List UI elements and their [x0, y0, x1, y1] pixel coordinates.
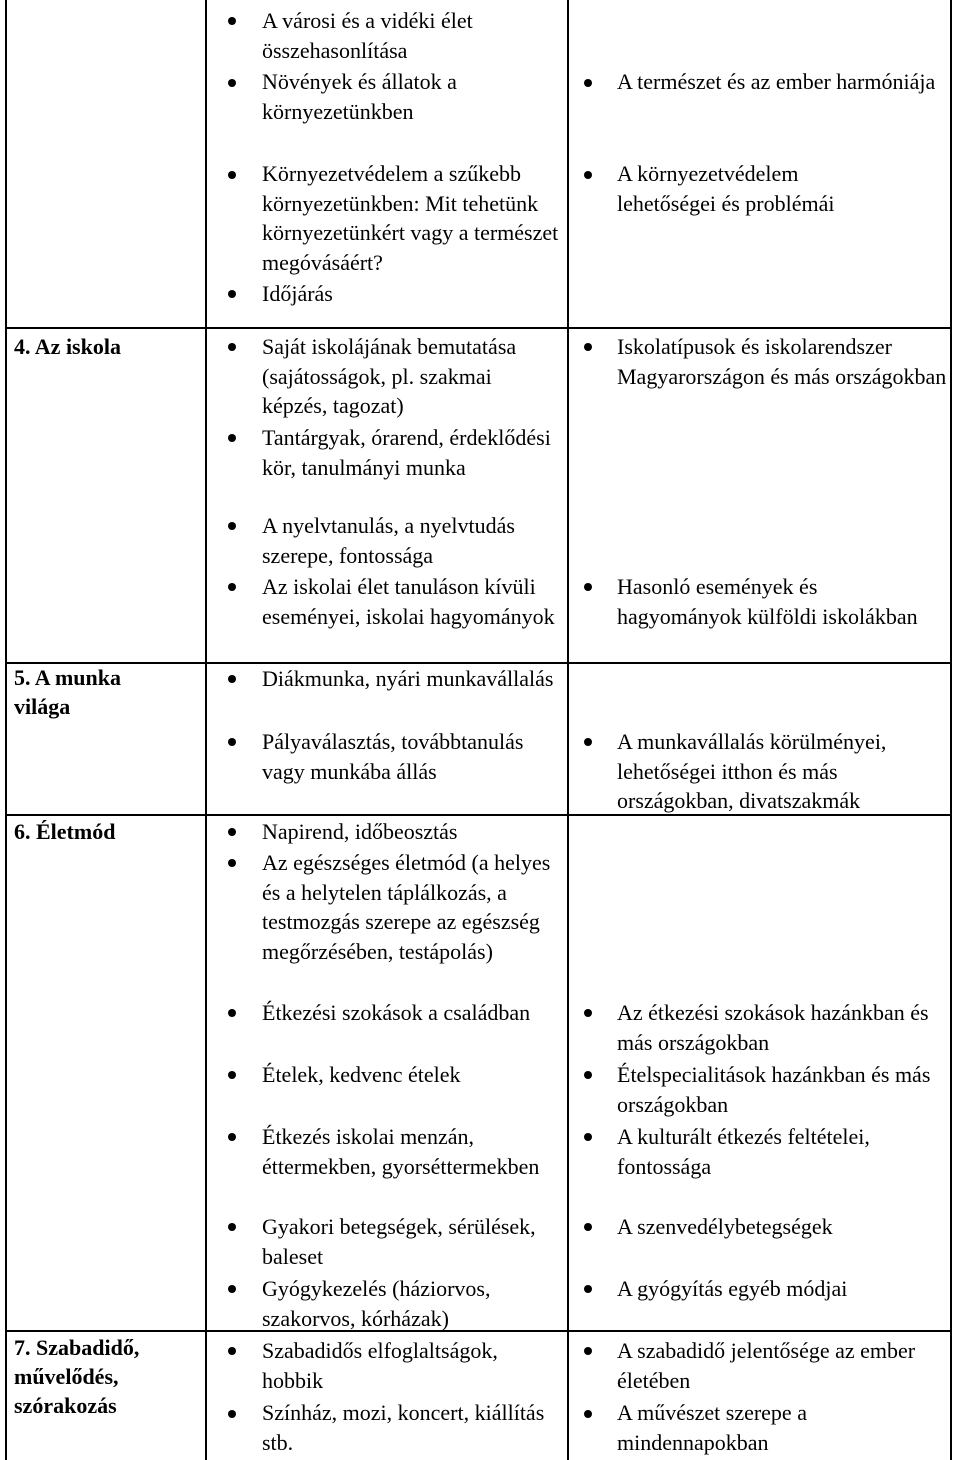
bullet-icon	[228, 828, 236, 836]
list-item: Napirend, időbeosztás	[262, 819, 458, 844]
bullet-icon	[228, 522, 236, 530]
bullet-icon	[228, 1071, 236, 1079]
list-item: Étkezés iskolai menzán, éttermekben, gyorséttermekben	[262, 1124, 540, 1179]
bullet-icon	[584, 1347, 592, 1355]
bullet-icon	[228, 434, 236, 442]
bullet-icon	[228, 1410, 236, 1418]
bullet-icon	[228, 171, 236, 179]
list-item: Hasonló események és hagyományok külföldi iskolákban	[617, 574, 918, 629]
list-item: Környezetvédelem a szűkebb környezetünkben: Mit tehetünk környezetünkért vagy a természet megóvásáért?	[262, 161, 559, 275]
bullet-icon	[584, 738, 592, 746]
bullet-icon	[584, 1285, 592, 1293]
bullet-icon	[584, 343, 592, 351]
list-item: A kulturált étkezés feltételei, fontossága	[617, 1124, 870, 1179]
list-item: Étkezési szokások a családban	[262, 1000, 531, 1025]
topic-szabadido: 7. Szabadidő, művelődés, szórakozás	[14, 1335, 140, 1418]
list-item: Saját iskolájának bemutatása (sajátosságok, pl. szakmai képzés, tagozat)	[262, 334, 517, 418]
bullet-icon	[584, 1133, 592, 1141]
topic-munka: 5. A munka világa	[14, 665, 121, 719]
bullet-icon	[584, 583, 592, 591]
list-item: Tantárgyak, órarend, érdeklődési kör, tanulmányi munka	[262, 425, 551, 480]
column-divider-1	[205, 0, 207, 1460]
bullet-icon	[228, 1223, 236, 1231]
list-item: A nyelvtanulás, a nyelvtudás szerepe, fontossága	[262, 513, 515, 568]
list-item: Iskolatípusok és iskolarendszer Magyarországon és más országokban	[617, 334, 947, 389]
bullet-icon	[228, 79, 236, 87]
bullet-icon	[584, 1009, 592, 1017]
list-item: Színház, mozi, koncert, kiállítás stb.	[262, 1400, 545, 1455]
list-item: Ételek, kedvenc ételek	[262, 1062, 461, 1087]
table-left-border	[5, 0, 7, 1460]
row-divider-iskola	[5, 327, 952, 329]
list-item: A szenvedélybetegségek	[617, 1214, 833, 1239]
bullet-icon	[228, 1285, 236, 1293]
list-item: Gyakori betegségek, sérülések, baleset	[262, 1214, 536, 1269]
bullet-icon	[228, 290, 236, 298]
list-item: Gyógykezelés (háziorvos, szakorvos, kórházak)	[262, 1276, 491, 1331]
list-item: Ételspecialitások hazánkban és más országokban	[617, 1062, 931, 1117]
bullet-icon	[584, 79, 592, 87]
list-item: Az iskolai élet tanuláson kívüli eseményei, iskolai hagyományok	[262, 574, 555, 629]
bullet-icon	[584, 1223, 592, 1231]
bullet-icon	[228, 343, 236, 351]
list-item: Időjárás	[262, 281, 333, 306]
bullet-icon	[584, 1410, 592, 1418]
column-divider-2	[567, 0, 569, 1460]
bullet-icon	[228, 1133, 236, 1141]
list-item: A művészet szerepe a mindennapokban	[617, 1400, 807, 1455]
bullet-icon	[584, 171, 592, 179]
list-item: Növények és állatok a környezetünkben	[262, 69, 457, 124]
bullet-icon	[228, 859, 236, 867]
bullet-icon	[584, 1071, 592, 1079]
topic-iskola: 4. Az iskola	[14, 334, 121, 359]
list-item: Az egészséges életmód (a helyes és a helytelen táplálkozás, a testmozgás szerepe az egészség megőrzésében, testápolás)	[262, 850, 551, 964]
list-item: Az étkezési szokások hazánkban és más országokban	[617, 1000, 929, 1055]
bullet-icon	[228, 1009, 236, 1017]
list-item: Szabadidős elfoglaltságok, hobbik	[262, 1338, 498, 1393]
list-item: A városi és a vidéki élet összehasonlítása	[262, 8, 473, 63]
list-item: A természet és az ember harmóniája	[617, 69, 936, 94]
list-item: A munkavállalás körülményei, lehetőségei itthon és más országokban, divatszakmák	[617, 729, 887, 813]
bullet-icon	[228, 17, 236, 25]
bullet-icon	[228, 738, 236, 746]
list-item: Diákmunka, nyári munkavállalás	[262, 666, 554, 691]
bullet-icon	[228, 1347, 236, 1355]
list-item: A környezetvédelem lehetőségei és problémái	[617, 161, 835, 216]
list-item: Pályaválasztás, továbbtanulás vagy munkába állás	[262, 729, 524, 784]
list-item: A szabadidő jelentősége az ember életében	[617, 1338, 916, 1393]
bullet-icon	[228, 675, 236, 683]
topic-eletmod: 6. Életmód	[14, 819, 116, 844]
table-right-border	[950, 0, 952, 1460]
list-item: A gyógyítás egyéb módjai	[617, 1276, 848, 1301]
bullet-icon	[228, 583, 236, 591]
